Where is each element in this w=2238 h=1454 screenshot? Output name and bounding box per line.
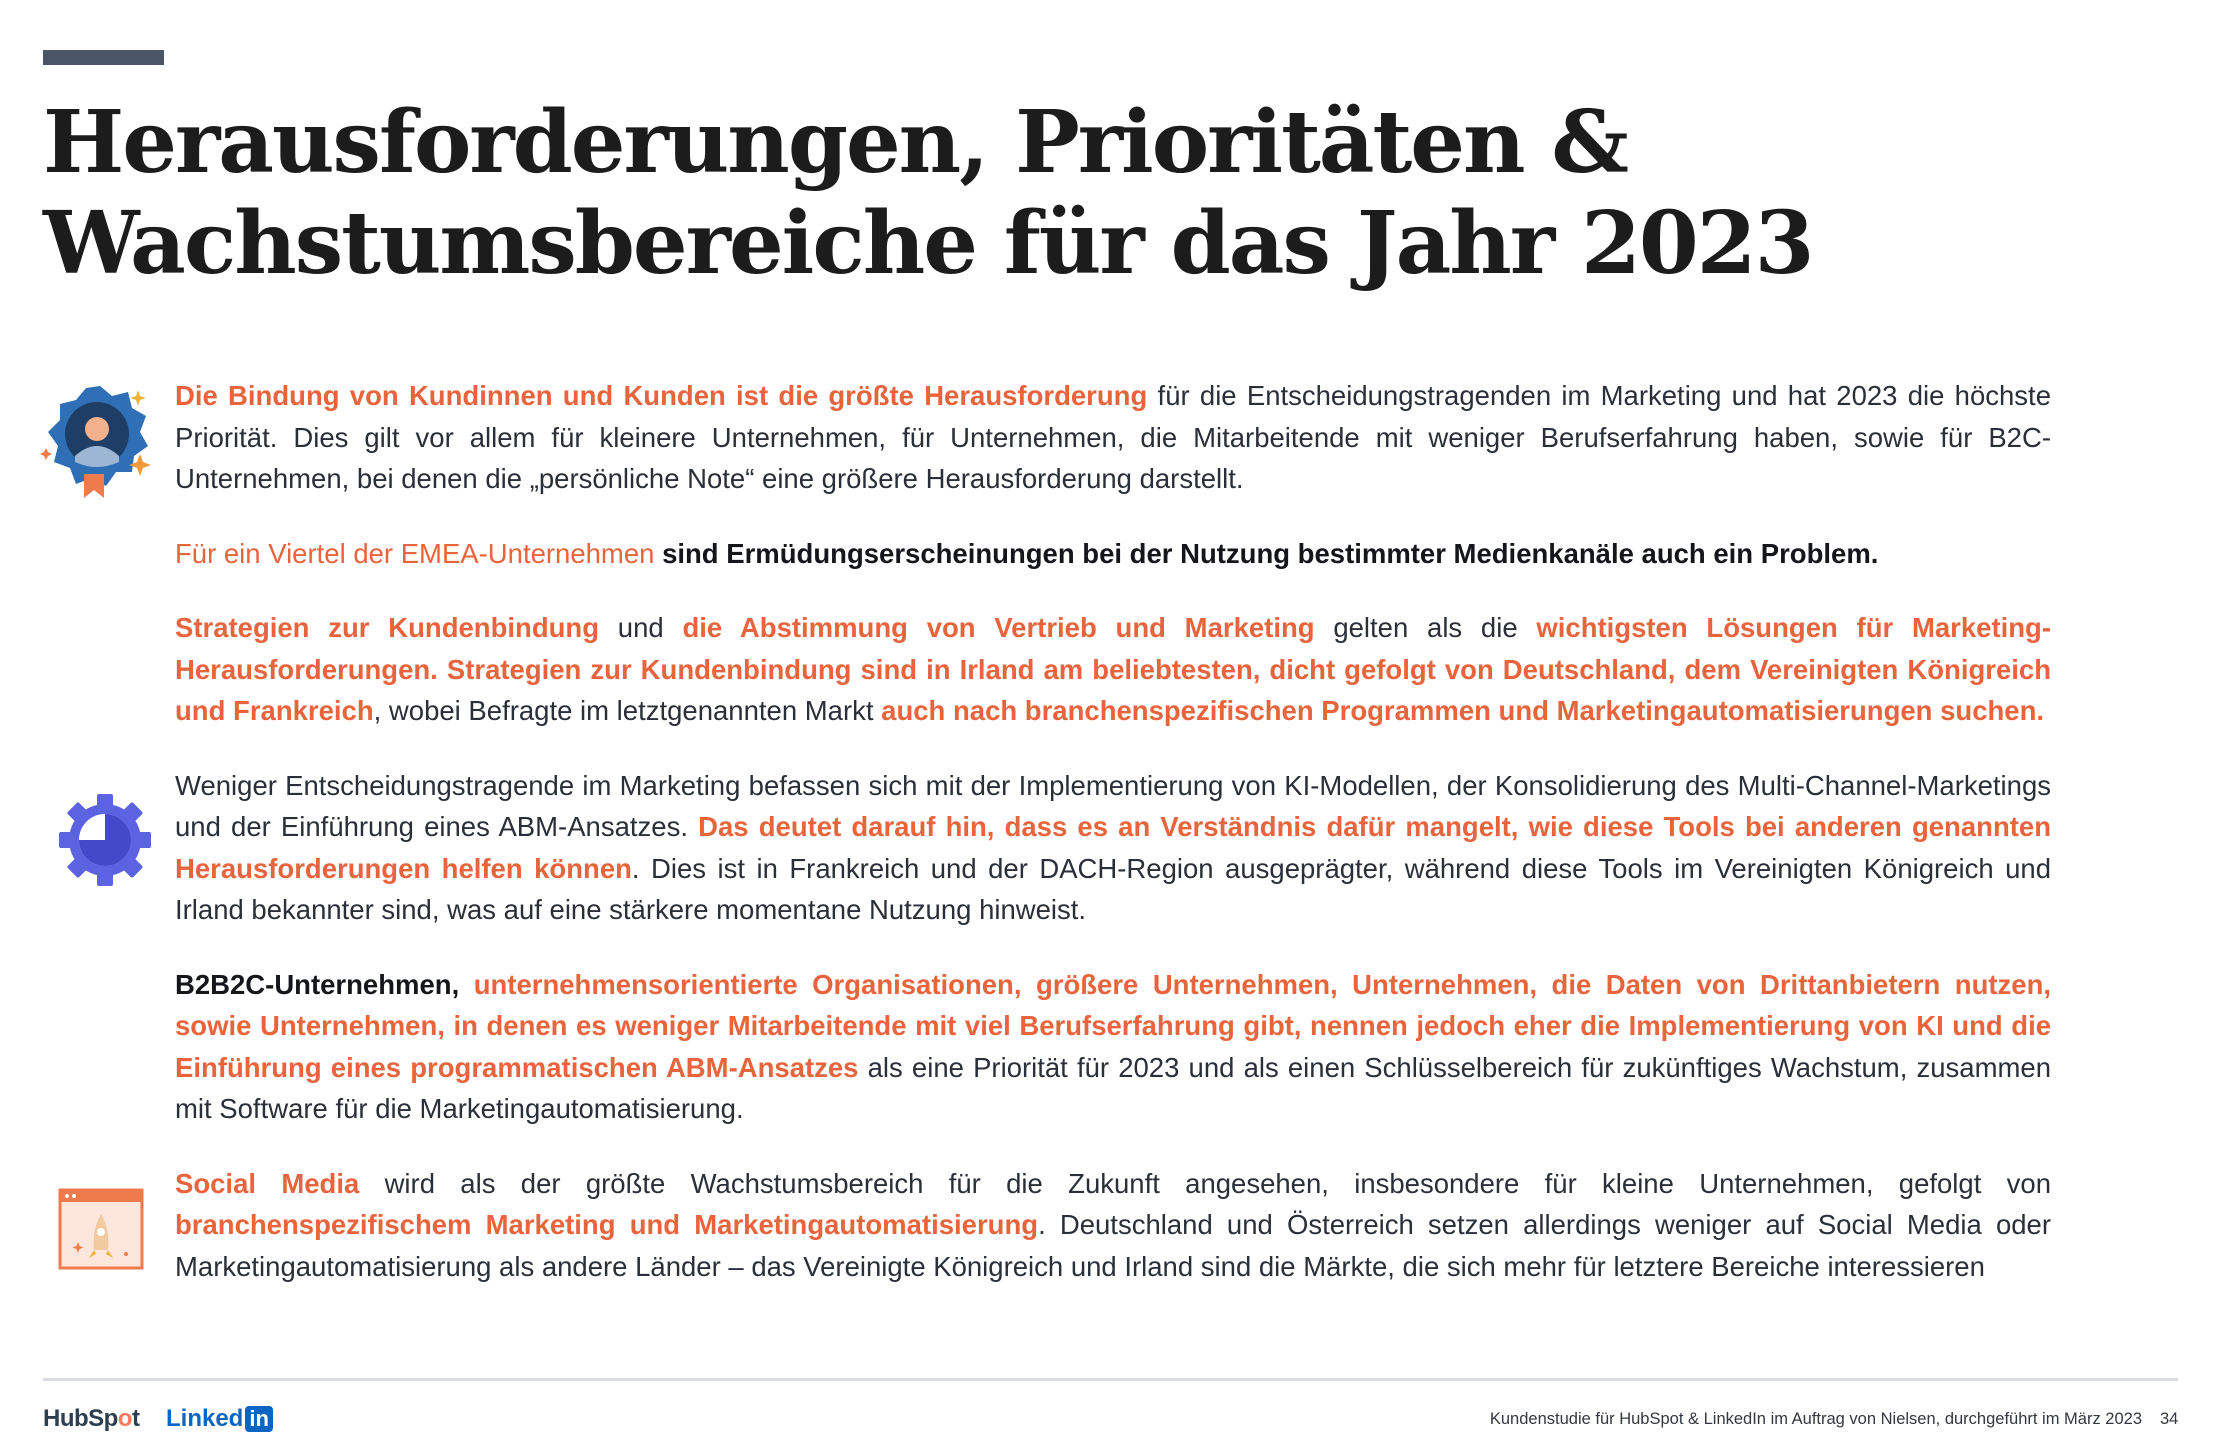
- body-text: . Dies ist in Frankreich und der DACH-Region ausgeprägter, während diese Tools im Vereinigten Königreich und Irland bekannter sind, was auf eine stärkere momentane Nutzung hinweist.: [175, 852, 2051, 925]
- highlight-text: Für ein Viertel der EMEA-Unternehmen: [175, 537, 655, 569]
- bold-text: B2B2C-Unternehmen,: [175, 968, 474, 1000]
- paragraph-media-fatigue: [175, 533, 2051, 575]
- highlight-text: wichtigsten Lösungen für Marketing-Herausforderungen. Strategien zur Kundenbindung sind in Irland am beliebtesten, dicht gefolgt von Deutschland, dem Vereinigten Königreich und Frankreich: [175, 612, 2052, 726]
- footer-divider: [43, 1378, 2178, 1381]
- highlight-text: Das deutet darauf hin, dass es an Verständnis dafür mangelt, wie diese Tools bei anderen genannten Herausforderungen helfen können: [175, 811, 2051, 884]
- body-text: . Deutschland und Österreich setzen allerdings weniger auf Social Media oder Marketingautomatisierung als andere Länder – das Vereinigte Königreich und Irland sind die Märkte, die sich mehr für letztere Bereiche interessieren: [175, 1209, 2051, 1282]
- highlight-text: branchenspezifischem Marketing und Marketingautomatisierung: [175, 1209, 1039, 1240]
- page-title-line-2: Wachstumsbereiche für das Jahr 2023: [43, 193, 1813, 294]
- paragraph-ai-tools: [175, 765, 2051, 931]
- body-text: wird als der größte Wachstumsbereich für die Zukunft angesehen, insbesondere für kleine Unternehmen, gefolgt von: [359, 1167, 2051, 1199]
- content-body: [175, 375, 2051, 1320]
- body-text: und: [599, 612, 683, 643]
- body-text: , wobei Befragte im letztgenannten Markt: [373, 695, 882, 726]
- bold-text: sind Ermüdungserscheinungen bei der Nutzung bestimmter Medienkanäle auch ein Problem.: [654, 537, 1879, 569]
- paragraph-social-media: [175, 1163, 2051, 1288]
- header-accent-bar: [43, 50, 164, 65]
- page-title: [43, 92, 1813, 294]
- footer-source: Kundenstudie für HubSpot & LinkedIn im Auftrag von Nielsen, durchgeführt im März 2023: [1489, 1410, 2142, 1428]
- linkedin-logo: [166, 1405, 273, 1433]
- body-text: Weniger Entscheidungstragende im Marketing befassen sich mit der Implementierung von KI-Modellen, der Konsolidierung des Multi-Channel-Marketings und der Einführung eines ABM-Ansatzes.: [175, 769, 2051, 842]
- gear-chart-icon: [57, 792, 153, 888]
- highlight-text: unternehmensorientierte Organisationen, größere Unternehmen, Unternehmen, die Daten von Drittanbietern nutzen, sowie Unternehmen, in denen es weniger Mitarbeitende mit viel Berufserfahrung gibt, nennen jedoch eher die Implementierung von KI und die Einführung eines programmatischen ABM-Ansatzes: [175, 968, 2052, 1083]
- paragraph-customer-retention: [175, 375, 2051, 500]
- highlight-text: die Abstimmung von Vertrieb und Marketing: [682, 612, 1315, 643]
- hubspot-logo-sprocket: o: [117, 1405, 132, 1432]
- highlight-text: Strategien zur Kundenbindung: [175, 612, 600, 643]
- person-badge-icon: [40, 382, 160, 502]
- page-title-line-1: Herausforderungen, Prioritäten &: [43, 92, 1628, 193]
- highlight-text: Die Bindung von Kundinnen und Kunden ist die größte Herausforderung: [175, 380, 1148, 411]
- rocket-window-icon: [58, 1188, 144, 1270]
- page-number: 34: [2160, 1410, 2179, 1428]
- hubspot-logo: [43, 1405, 140, 1433]
- hubspot-logo-text: HubSp: [43, 1405, 118, 1432]
- body-text: für die Entscheidungstragenden im Marketing und hat 2023 die höchste Priorität. Dies gilt vor allem für kleinere Unternehmen, für Unternehmen, die Mitarbeitende mit weniger Berufserfahrung haben, sowie für B2C-Unternehmen, bei denen die „persönliche Note“ eine größere Herausforderung darstellt.: [175, 380, 2051, 494]
- body-text: gelten als die: [1314, 612, 1537, 643]
- hubspot-logo-text-end: t: [132, 1405, 140, 1432]
- linkedin-logo-badge: in: [245, 1406, 273, 1432]
- body-text: als eine Priorität für 2023 und als einen Schlüsselbereich für zukünftiges Wachstum, zusammen mit Software für die Marketingautomatisierung.: [175, 1051, 2051, 1124]
- highlight-text: Social Media: [175, 1167, 360, 1199]
- paragraph-b2b2c: [175, 964, 2051, 1130]
- linkedin-logo-text: Linked: [166, 1405, 244, 1432]
- paragraph-solutions: [175, 607, 2051, 732]
- highlight-text: auch nach branchenspezifischen Programmen und Marketingautomatisierungen suchen.: [881, 695, 2045, 726]
